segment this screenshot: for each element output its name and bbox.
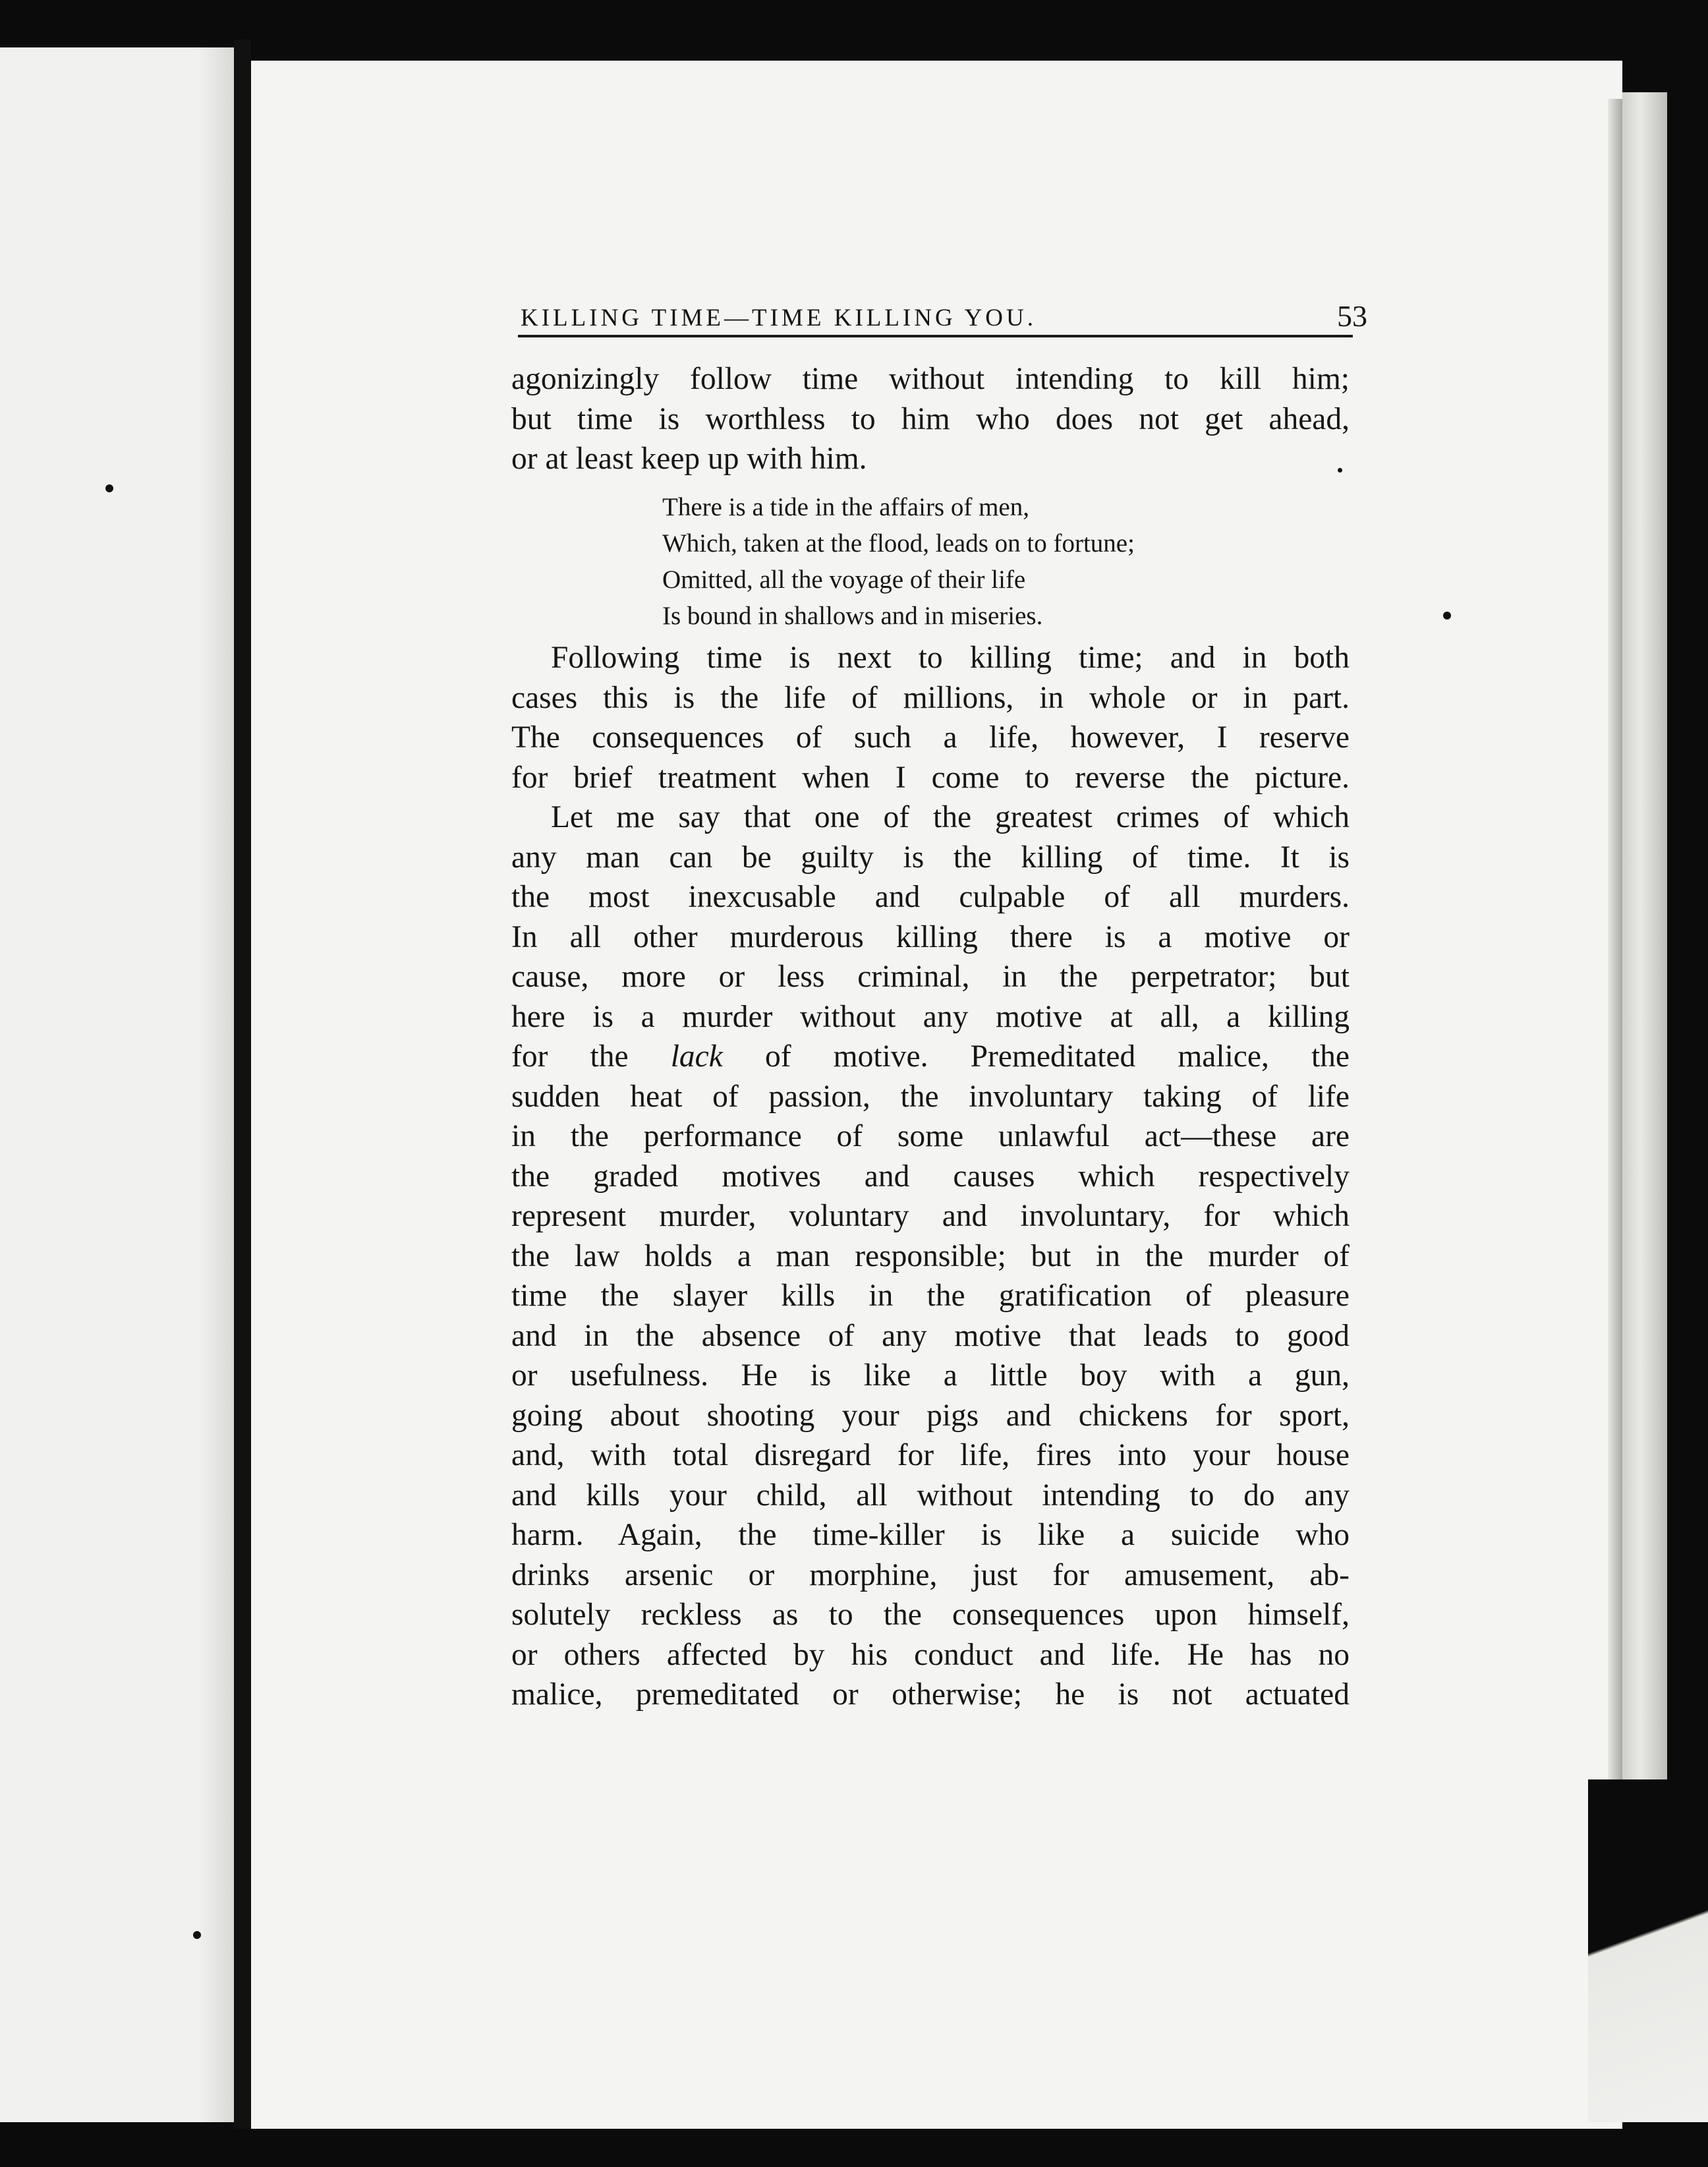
text-line: In all other murderous killing there is a motive or	[511, 919, 1350, 954]
paragraph-1	[511, 359, 1350, 479]
previous-page-shadow	[198, 47, 234, 2122]
text-segment: of motive. Premeditated malice, the	[722, 1039, 1350, 1074]
text-line: any man can be guilty is the killing of time. It is	[511, 840, 1350, 875]
speck-mark	[105, 484, 113, 492]
text-line: cases this is the life of millions, in whole or in part.	[511, 680, 1350, 715]
text-line: and kills your child, all without intending to do any	[511, 1478, 1350, 1513]
paragraph-3	[511, 797, 1350, 1715]
text-line: sudden heat of passion, the involuntary taking of life	[511, 1079, 1350, 1114]
text-line: for brief treatment when I come to reverse the picture.	[511, 760, 1350, 795]
text-line: or at least keep up with him.	[511, 442, 867, 476]
speck-mark	[1443, 612, 1451, 620]
text-line: Following time is next to killing time; and in both	[551, 641, 1350, 675]
running-header: KILLING TIME—TIME KILLING YOU.	[521, 304, 1037, 332]
text-line: agonizingly follow time without intending to kill him;	[511, 362, 1350, 396]
italic-word: lack	[670, 1039, 723, 1074]
poem-line: There is a tide in the affairs of men,	[662, 493, 1029, 521]
text-line: and in the absence of any motive that leads to good	[511, 1318, 1350, 1353]
text-line: the most inexcusable and culpable of all murders.	[511, 880, 1350, 914]
text-line-with-italic	[511, 1037, 1350, 1077]
page-corner	[1588, 1779, 1708, 2122]
header-rule	[518, 335, 1353, 337]
poem-quotation	[662, 489, 1321, 634]
text-line: malice, premeditated or otherwise; he is not actuated	[511, 1677, 1350, 1712]
text-line: cause, more or less criminal, in the perpetrator; but	[511, 960, 1350, 994]
text-line: or usefulness. He is like a little boy with a gun,	[511, 1358, 1350, 1393]
text-segment: for the	[511, 1039, 671, 1074]
text-line: Let me say that one of the greatest crimes of which	[551, 800, 1350, 834]
page-number: 53	[1337, 299, 1367, 333]
book-gutter	[234, 40, 251, 2129]
text-line: time the slayer kills in the gratification of pleasure	[511, 1279, 1350, 1313]
text-line: and, with total disregard for life, fires into your house	[511, 1438, 1350, 1472]
poem-line: Which, taken at the flood, leads on to fortune;	[662, 529, 1135, 558]
text-line: harm. Again, the time-killer is like a suicide who	[511, 1518, 1350, 1552]
text-line: but time is worthless to him who does not get ahead,	[511, 401, 1350, 436]
poem-line: Omitted, all the voyage of their life	[662, 565, 1026, 594]
text-line: or others affected by his conduct and life. He has no	[511, 1637, 1350, 1672]
paragraph-2	[511, 638, 1350, 797]
text-line: The consequences of such a life, however, I reserve	[511, 720, 1350, 755]
text-line: going about shooting your pigs and chickens for sport,	[511, 1398, 1350, 1433]
text-line: the graded motives and causes which respectively	[511, 1159, 1350, 1194]
poem-line: Is bound in shallows and in miseries.	[662, 602, 1043, 630]
speck-mark	[193, 1931, 201, 1939]
text-line: represent murder, voluntary and involuntary, for which	[511, 1199, 1350, 1233]
text-line: the law holds a man responsible; but in the murder of	[511, 1238, 1350, 1273]
text-line: in the performance of some unlawful act—these are	[511, 1119, 1350, 1153]
text-line: solutely reckless as to the consequences upon himself,	[511, 1598, 1350, 1632]
text-line: drinks arsenic or morphine, just for amusement, ab-	[511, 1557, 1350, 1592]
text-line: here is a murder without any motive at all, a killing	[511, 999, 1350, 1034]
